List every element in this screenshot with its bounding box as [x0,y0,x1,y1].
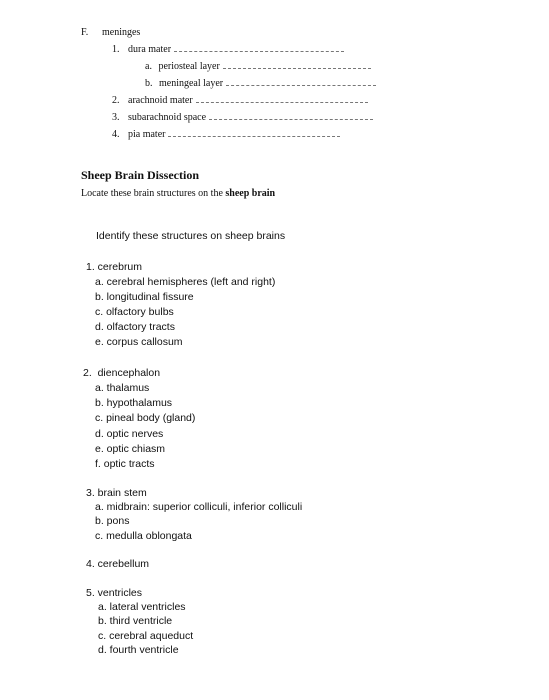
identify-instruction: Identify these structures on sheep brains [96,230,286,242]
item-label: subarachnoid space [128,112,207,123]
answer-blank[interactable] [226,85,376,86]
answer-blank[interactable] [223,68,371,69]
list-item: b. pons [95,515,130,527]
answer-blank[interactable] [168,136,340,137]
item-number: a. [145,61,152,72]
list-item: a. cerebral hemispheres (left and right) [95,276,276,288]
item-number: 2. [112,95,120,106]
meninges-item-periosteal-layer [145,61,371,72]
section-title: Sheep Brain Dissection [81,168,200,182]
meninges-heading: meninges [102,27,141,38]
item-number: 4. [112,129,120,140]
meninges-item-arachnoid-mater [112,95,368,106]
list-item: d. fourth ventricle [98,644,179,656]
list-item: f. optic tracts [95,458,155,470]
structure-brainstem-title: 3. brain stem [86,487,147,499]
meninges-item-meningeal-layer [145,78,376,89]
item-label: pia mater [128,129,166,140]
answer-blank[interactable] [209,119,373,120]
list-item: d. optic nerves [95,428,164,440]
structure-cerebellum-title: 4. cerebellum [86,558,150,570]
item-label: periosteal layer [158,61,220,72]
list-item: c. pineal body (gland) [95,412,196,424]
item-label: arachnoid mater [128,95,193,106]
structure-cerebrum-title: 1. cerebrum [86,261,143,273]
list-item: e. optic chiasm [95,443,166,455]
list-item: e. corpus callosum [95,336,183,348]
item-label: dura mater [128,44,172,55]
structure-ventricles-title: 5. ventricles [86,587,143,599]
item-number: b. [145,78,153,89]
list-item: a. midbrain: superior colliculi, inferior colliculi [95,501,303,513]
list-item: a. lateral ventricles [98,601,186,613]
item-number: 3. [112,112,120,123]
structure-diencephalon-title: 2. diencephalon [83,367,161,379]
list-item: b. third ventricle [98,615,173,627]
answer-blank[interactable] [174,51,344,52]
meninges-item-subarachnoid-space [112,112,373,123]
list-item: c. olfactory bulbs [95,306,174,318]
list-item: d. olfactory tracts [95,321,175,333]
meninges-letter: F. [81,27,89,38]
item-number: 1. [112,44,120,55]
list-item: a. thalamus [95,382,150,394]
item-label: meningeal layer [159,78,224,89]
intro-text: Locate these brain structures on the [81,188,226,199]
list-item: b. hypothalamus [95,397,173,409]
meninges-item-pia-mater [112,129,340,140]
section-intro [81,188,275,199]
meninges-item-dura-mater [112,44,344,55]
list-item: c. medulla oblongata [95,530,192,542]
intro-emphasis: sheep brain [225,188,276,199]
list-item: c. cerebral aqueduct [98,630,194,642]
list-item: b. longitudinal fissure [95,291,194,303]
answer-blank[interactable] [196,102,368,103]
